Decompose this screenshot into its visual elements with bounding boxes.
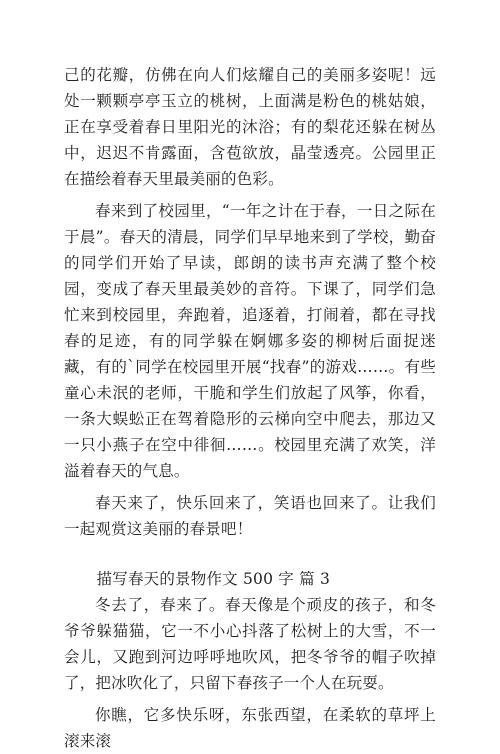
section-title: 描写春天的景物作文 500 字 篇 3 [96,570,331,588]
document-page [64,62,436,754]
paragraph-campus: 春来到了校园里，“一年之计在于春，一日之际在于晨”。春天的清晨，同学们早早地来到了学校，勤奋的同学们开始了早读，郎朗的读书声充满了整个校园，变成了春天里最美妙的音符。下课了，同学们急忙来到校园里，奔跑着，追逐着，打闹着，都在寻找春的足迹，有的同学躲在婀娜多姿的柳树后面捉迷藏，有的`同学在校园里开展“找春”的游戏……。有些童心未泯的老师，干脆和学生们放起了风筝，你看，一条大蜈蚣正在驾着隐形的云梯向空中爬去，那边又一只小燕子在空中徘徊……。校园里充满了欢笑，洋溢着春天的气息。 [64,202,436,480]
paragraph-continuation: 己的花瓣，仿佛在向人们炫耀自己的美丽多姿呢！远处一颗颗亭亭玉立的桃树，上面满是粉色的桃姑娘，正在享受着春日里阳光的沐浴；有的梨花还躲在树丛中，迟迟不肯露面，含苞欲放，晶莹透亮。公园里正在描绘着春天里最美丽的色彩。 [64,66,436,188]
paragraph-section-1: 冬去了，春来了。春天像是个顽皮的孩子，和冬爷爷躲猫猫，它一不小心抖落了松树上的大雪，不一会儿，又跑到河边呼呼地吹风，把冬爷爷的帽子吹掉了，把冰吹化了，只留下春孩子一个人在玩耍。 [64,596,436,692]
paragraph-closing: 春天来了，快乐回来了，笑语也回来了。让我们一起观赏这美丽的春景吧！ [64,494,436,538]
paragraph-section-2: 你瞧，它多快乐呀，东张西望，在柔软的草坪上滚来滚 [64,706,436,750]
